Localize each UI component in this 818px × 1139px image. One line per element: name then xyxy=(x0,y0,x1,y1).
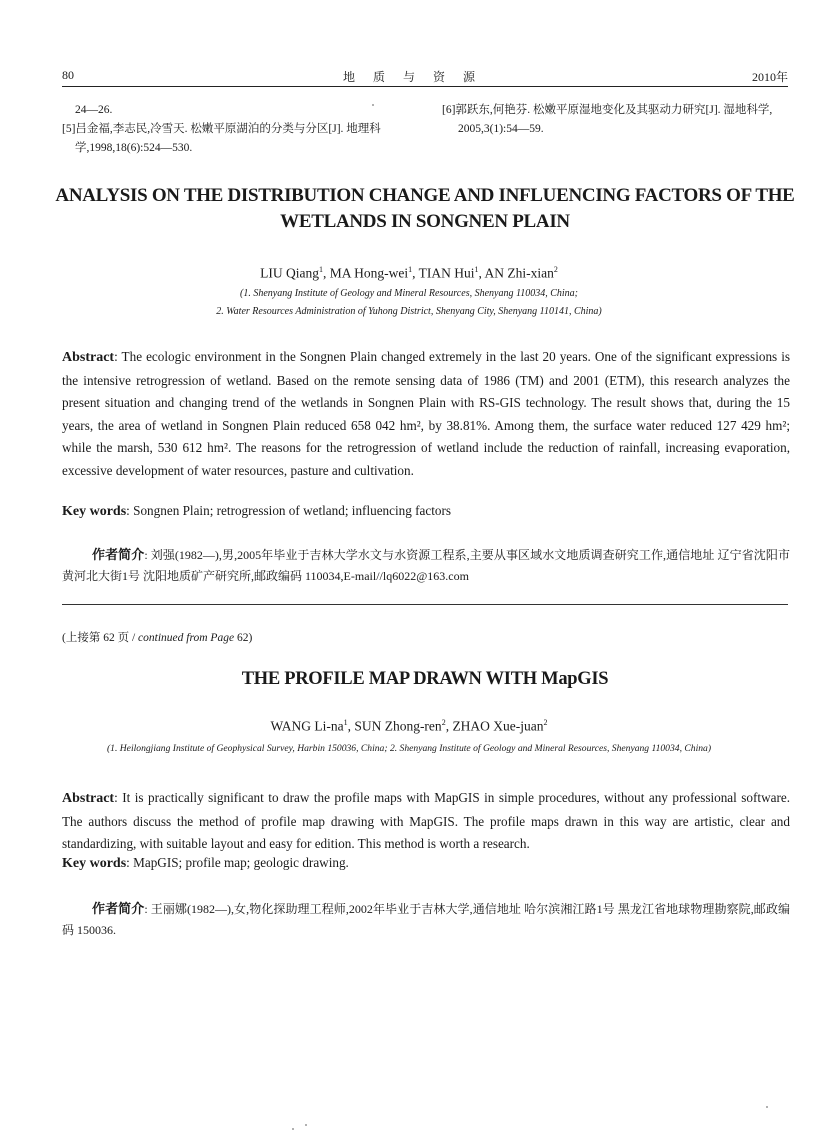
abstract xyxy=(62,346,790,482)
scan-speck xyxy=(292,1128,294,1130)
publication-year: 2010年 xyxy=(751,70,788,84)
bio-label: 作者简介 xyxy=(92,547,145,562)
keywords xyxy=(62,855,790,872)
reference-line: [6]郭跃东,何艳芬. 松嫩平原湿地变化及其驱动力研究[J]. 湿地科学, xyxy=(442,104,773,116)
bio-label: 作者简介 xyxy=(92,901,145,916)
author-affiliation: (1. Shenyang Institute of Geology and Mineral Resources, Shenyang 110034, China; xyxy=(240,288,578,299)
reference-line: 2005,3(1):54—59. xyxy=(458,123,544,135)
reference-line: 学,1998,18(6):524—530. xyxy=(75,142,193,154)
reference-line: [5]吕金福,李志民,冷雪天. 松嫩平原湖泊的分类与分区[J]. 地理科 xyxy=(62,123,381,135)
author-bio xyxy=(62,898,790,941)
article-title: THE PROFILE MAP DRAWN WITH MapGIS xyxy=(241,669,609,689)
abstract-text: : It is practically significant to draw the profile maps with MapGIS in simple procedures, without any professional software. The authors discuss the method of profile map drawing with MapGIS. The profile maps drawn in this way are artistic, clear and standardizing, with suitable layout and easy for edition. This method is worth a research. xyxy=(62,790,790,851)
keywords-label: Key words xyxy=(62,856,127,871)
abstract-label: Abstract xyxy=(62,350,115,365)
article-title: WETLANDS IN SONGNEN PLAIN xyxy=(280,211,570,232)
keywords xyxy=(62,503,790,520)
section-separator xyxy=(62,604,788,605)
author-list: WANG $Li-na^1$, SUN Zhong-ren$^2$, ZHAO Xue-juan$^2$ xyxy=(270,718,548,734)
author-list: LIU Qiang$^1$, MA Hong-wei$^1$, TIAN Hui$^1$, AN Zhi-xian$^2$ xyxy=(260,265,558,281)
scan-speck xyxy=(305,1124,307,1126)
article-title: ANALYSIS ON THE DISTRIBUTION CHANGE AND INFLUENCING FACTORS OF THE xyxy=(55,185,795,206)
continuation-note: (上接第 62 页 / continued from Page 62) xyxy=(62,632,253,644)
header-rule xyxy=(62,86,788,87)
abstract xyxy=(62,787,790,856)
author-affiliation: 2. Water Resources Administration of Yuhong District, Shenyang City, Shenyang 110141, China) xyxy=(216,306,602,317)
abstract-text: : The ecologic environment in the Songnen Plain changed extremely in the last 20 years. One of the significant expressions is the intensive retrogression of wetland. Based on the remote sensing data of 1986 (TM) and 2001 (ETM), this research analyzes the present situation and changing trend of the wetlands in Songnen Plain with RS-GIS technology. The result shows that, during the 15 years, the area of wetland in Songnen Plain reduced 658 042 hm², by 38.81%. Among them, the surface water reduced 127 429 hm²; while the marsh, 530 612 hm². The reasons for the retrogression of wetland include the reduction of rainfall, increasing evaporation, excessive development of water resources, pasture and cultivation. xyxy=(62,349,790,478)
bio-text: : 王丽娜(1982—),女,物化探助理工程师,2002年毕业于吉林大学,通信地址 哈尔滨湘江路1号 黑龙江省地球物理勘察院,邮政编码 150036. xyxy=(62,902,790,937)
keywords-label: Key words xyxy=(62,504,127,519)
author-bio xyxy=(62,544,790,587)
reference-line: 24—26. xyxy=(75,104,113,116)
author-affiliation: (1. Heilongjiang Institute of Geophysical Survey, Harbin 150036, China; 2. Shenyang Institute of Geology and Mineral Resources, Shenyang 110034, China) xyxy=(106,743,712,754)
keywords-text: : Songnen Plain; retrogression of wetland; influencing factors xyxy=(126,503,452,518)
abstract-label: Abstract xyxy=(62,791,115,806)
keywords-text: : MapGIS; profile map; geologic drawing. xyxy=(126,855,349,870)
bio-text: : 刘强(1982—),男,2005年毕业于吉林大学水文与水资源工程系,主要从事区域水文地质调查研究工作,通信地址 辽宁省沈阳市黄河北大街1号 沈阳地质矿产研究所,邮政编码 110034,E-mail//lq6022@163.com xyxy=(62,548,790,583)
scan-speck xyxy=(372,104,374,106)
scan-speck xyxy=(766,1106,768,1108)
page-number: 80 xyxy=(62,68,74,82)
journal-name: 地质与资源 xyxy=(342,70,493,84)
